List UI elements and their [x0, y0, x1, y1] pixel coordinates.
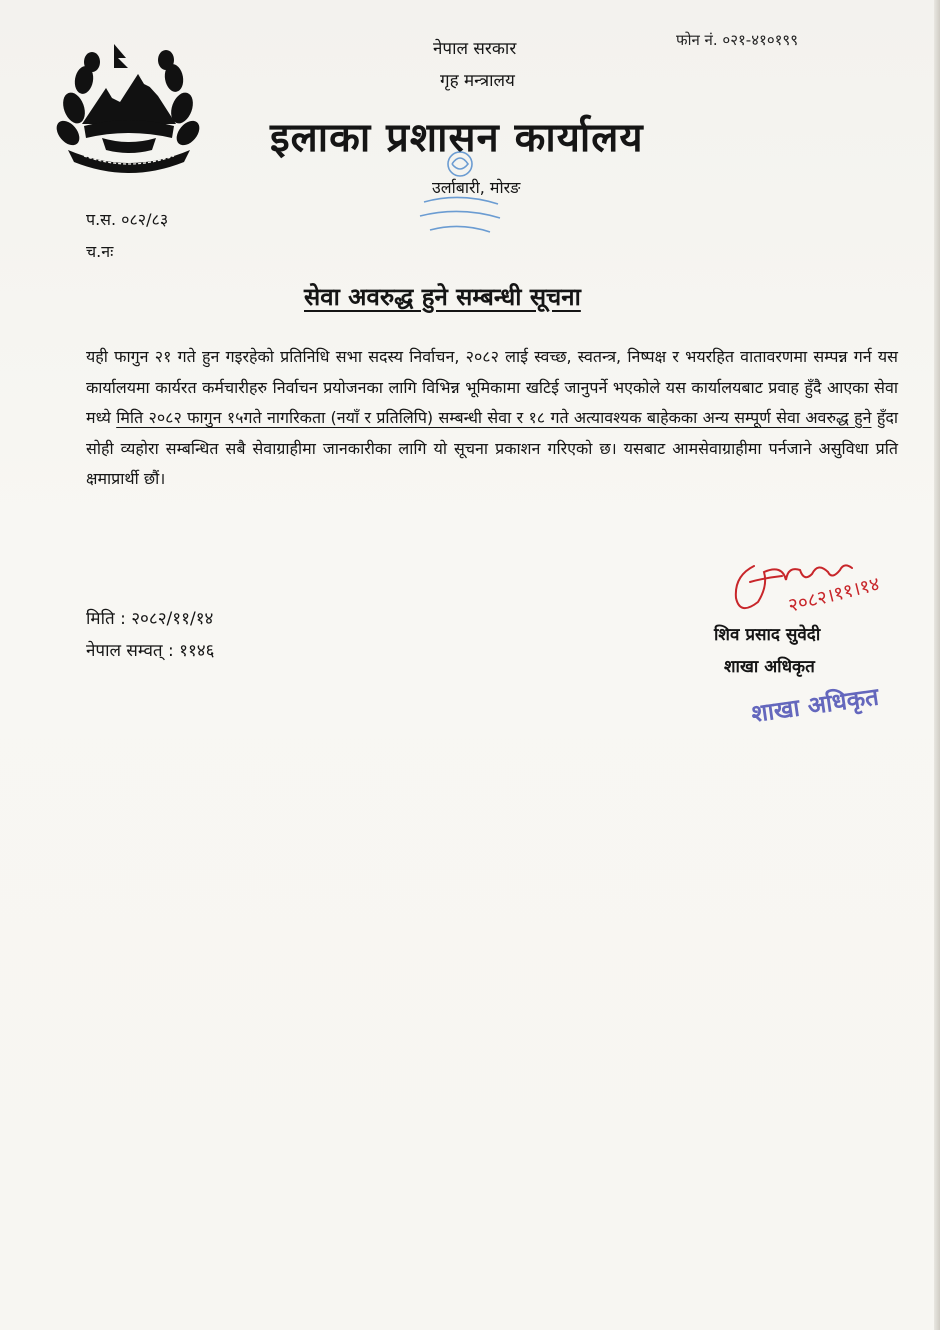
body-text-part2: हुँदा सोही व्यहोरा सम्बन्धित सबै सेवाग्राहीमा जानकारीका लागि यो सूचना प्रकाशन गरिएको छ। यसबाट आमसेवाग्राहीमा पर्नजाने असुविधा प्रति क्षमाप्रार्थी छौं।: [86, 408, 898, 488]
ministry-name: गृह मन्त्रालय: [440, 71, 515, 91]
nepal-samvat: नेपाल सम्वत् : ११४६: [86, 641, 215, 661]
government-name: नेपाल सरकार: [433, 39, 517, 59]
signatory-title: शाखा अधिकृत: [724, 657, 815, 677]
fiscal-year-reference: प.स. ०८२/८३: [86, 210, 169, 229]
notice-subject: सेवा अवरुद्ध हुने सम्बन्धी सूचना: [304, 283, 581, 311]
phone-number: फोन नं. ०२१-४१०१९९: [676, 31, 799, 49]
nepal-emblem-icon: [54, 38, 204, 173]
issue-date: मिति : २०८२/११/१४: [86, 609, 214, 629]
notice-body: [86, 342, 898, 495]
office-location: उर्लाबारी, मोरङ: [432, 178, 521, 197]
office-title: इलाका प्रशासन कार्यालय: [270, 115, 644, 161]
stamp-text: शाखा अधिकृत: [749, 682, 881, 728]
body-highlight: मिति २०८२ फागुन १५गते नागरिकता (नयाँ र प्रतिलिपि) सम्बन्धी सेवा र १८ गते अत्यावश्यक बाहेकका अन्य सम्पूर्ण सेवा अवरुद्ध हुने: [116, 408, 872, 427]
signatory-name: शिव प्रसाद सुवेदी: [714, 625, 821, 645]
designation-stamp: [744, 668, 904, 728]
body-text-part1: यही फागुन २१ गते हुन गइरहेको प्रतिनिधि सभा सदस्य निर्वाचन, २०८२ लाई स्वच्छ, स्वतन्त्र, निष्पक्ष र भयरहित वातावरणमा सम्पन्न गर्न यस कार्यालयमा कार्यरत कर्मचारीहरु निर्वाचन प्रयोजनका लागि विभिन्न भूमिकामा खटिई जानुपर्ने भएकोले यस कार्यालयबाट प्रवाह हुँदै आएका सेवा मध्ये: [86, 347, 898, 427]
dispatch-number: च.नः: [86, 242, 114, 261]
page-edge-shadow: [934, 0, 940, 1330]
signature-date: २०८२।११।१४: [785, 572, 882, 617]
